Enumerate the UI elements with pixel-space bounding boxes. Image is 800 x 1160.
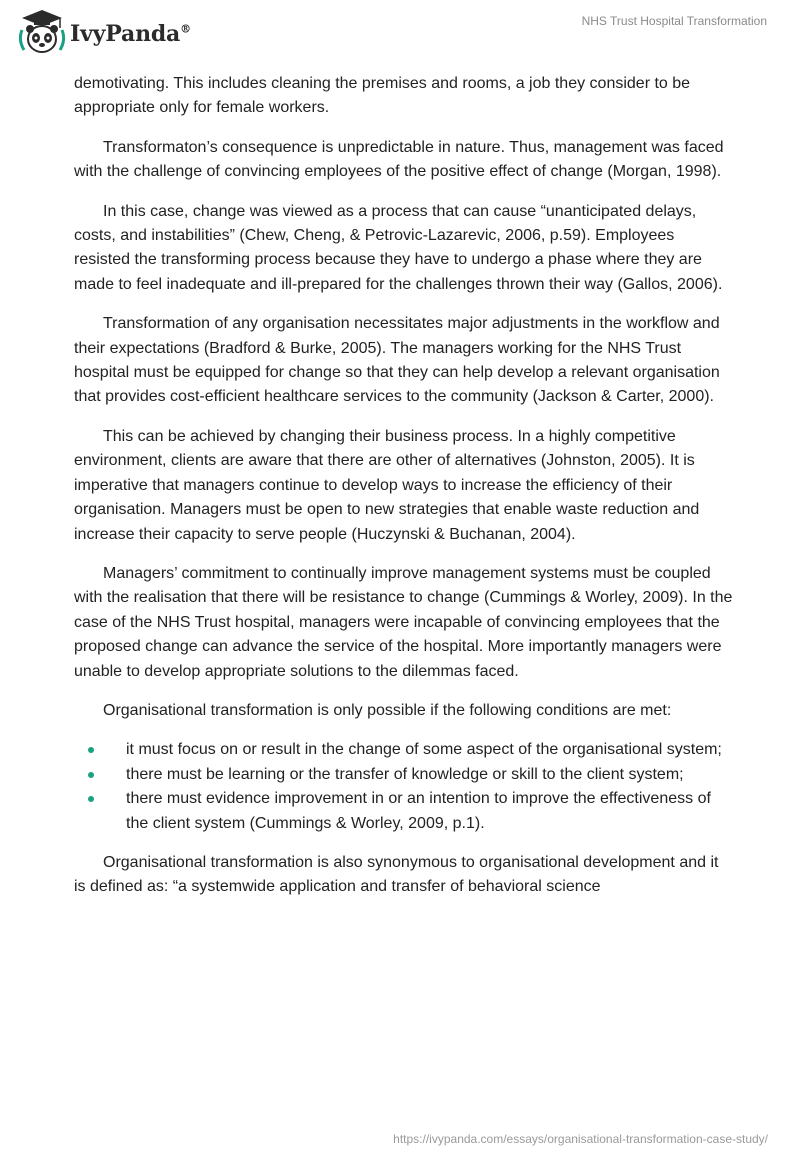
list-item-text: there must be learning or the transfer of knowledge or skill to the client system; [126,765,684,783]
paragraph: Organisational transformation is only possible if the following conditions are met: [103,701,672,719]
brand-registered-mark: ® [180,22,191,36]
list-item [74,787,734,836]
bullet-dot-icon [88,772,94,778]
page-header [0,0,800,70]
paragraph: In this case, change was viewed as a process that can cause “unanticipated delays, costs, and instabilities” (Chew, Cheng, & Petrovic-Lazarevic, 2006, p.59). Employees resisted the transforming process because they have to undergo a phase where they are made to feel inadequate and ill-prepared for the challenges thrown their way (Gallos, 2006). [74,202,723,293]
brand-name-text: IvyPanda [70,21,181,47]
paragraph: Transformation of any organisation necessitates major adjustments in the workflow and their expectations (Bradford & Burke, 2005). The managers working for the NHS Trust hospital must be equipped for change so that they can help develop a relevant organisation that provides cost-efficient healthcare services to the community (Jackson & Carter, 2000). [74,315,720,406]
brand-logo[interactable] [16,8,191,56]
bullet-dot-icon [88,747,94,753]
brand-name [70,21,191,47]
paragraph: Managers’ commitment to continually improve management systems must be coupled with the realisation that there will be resistance to change (Cummings & Worley, 2009). In the case of the NHS Trust hospital, managers were incapable of convincing employees that the proposed change can advance the service of the hospital. More importantly managers were unable to develop appropriate solutions to the dilemmas faced. [74,564,733,680]
source-url[interactable]: https://ivypanda.com/essays/organisational-transformation-case-study/ [393,1132,768,1146]
panda-graduate-icon [16,8,68,56]
conditions-list [74,738,734,836]
paragraph: Transformaton’s consequence is unpredictable in nature. Thus, management was faced with the challenge of convincing employees of the positive effect of change (Morgan, 1998). [74,138,724,181]
document-title: NHS Trust Hospital Transformation [581,14,767,28]
essay-body [74,72,734,915]
paragraph: demotivating. This includes cleaning the premises and rooms, a job they consider to be appropriate only for female workers. [74,75,691,117]
list-item [74,738,734,762]
paragraph: Organisational transformation is also synonymous to organisational development and it is defined as: “a systemwide application and transfer of behavioral science [74,853,719,896]
list-item-text: it must focus on or result in the change of some aspect of the organisational system; [126,741,722,759]
list-item [74,763,734,787]
list-item-text: there must evidence improvement in or an intention to improve the effectiveness of the client system (Cummings & Worley, 2009, p.1). [126,790,711,832]
bullet-dot-icon [88,796,94,802]
paragraph: This can be achieved by changing their business process. In a highly competitive environment, clients are aware that there are other of alternatives (Johnston, 2005). It is imperative that managers continue to develop ways to increase the efficiency of their organisation. Managers must be open to new strategies that enable waste reduction and increase their capacity to serve people (Huczynski & Buchanan, 2004). [74,427,700,543]
